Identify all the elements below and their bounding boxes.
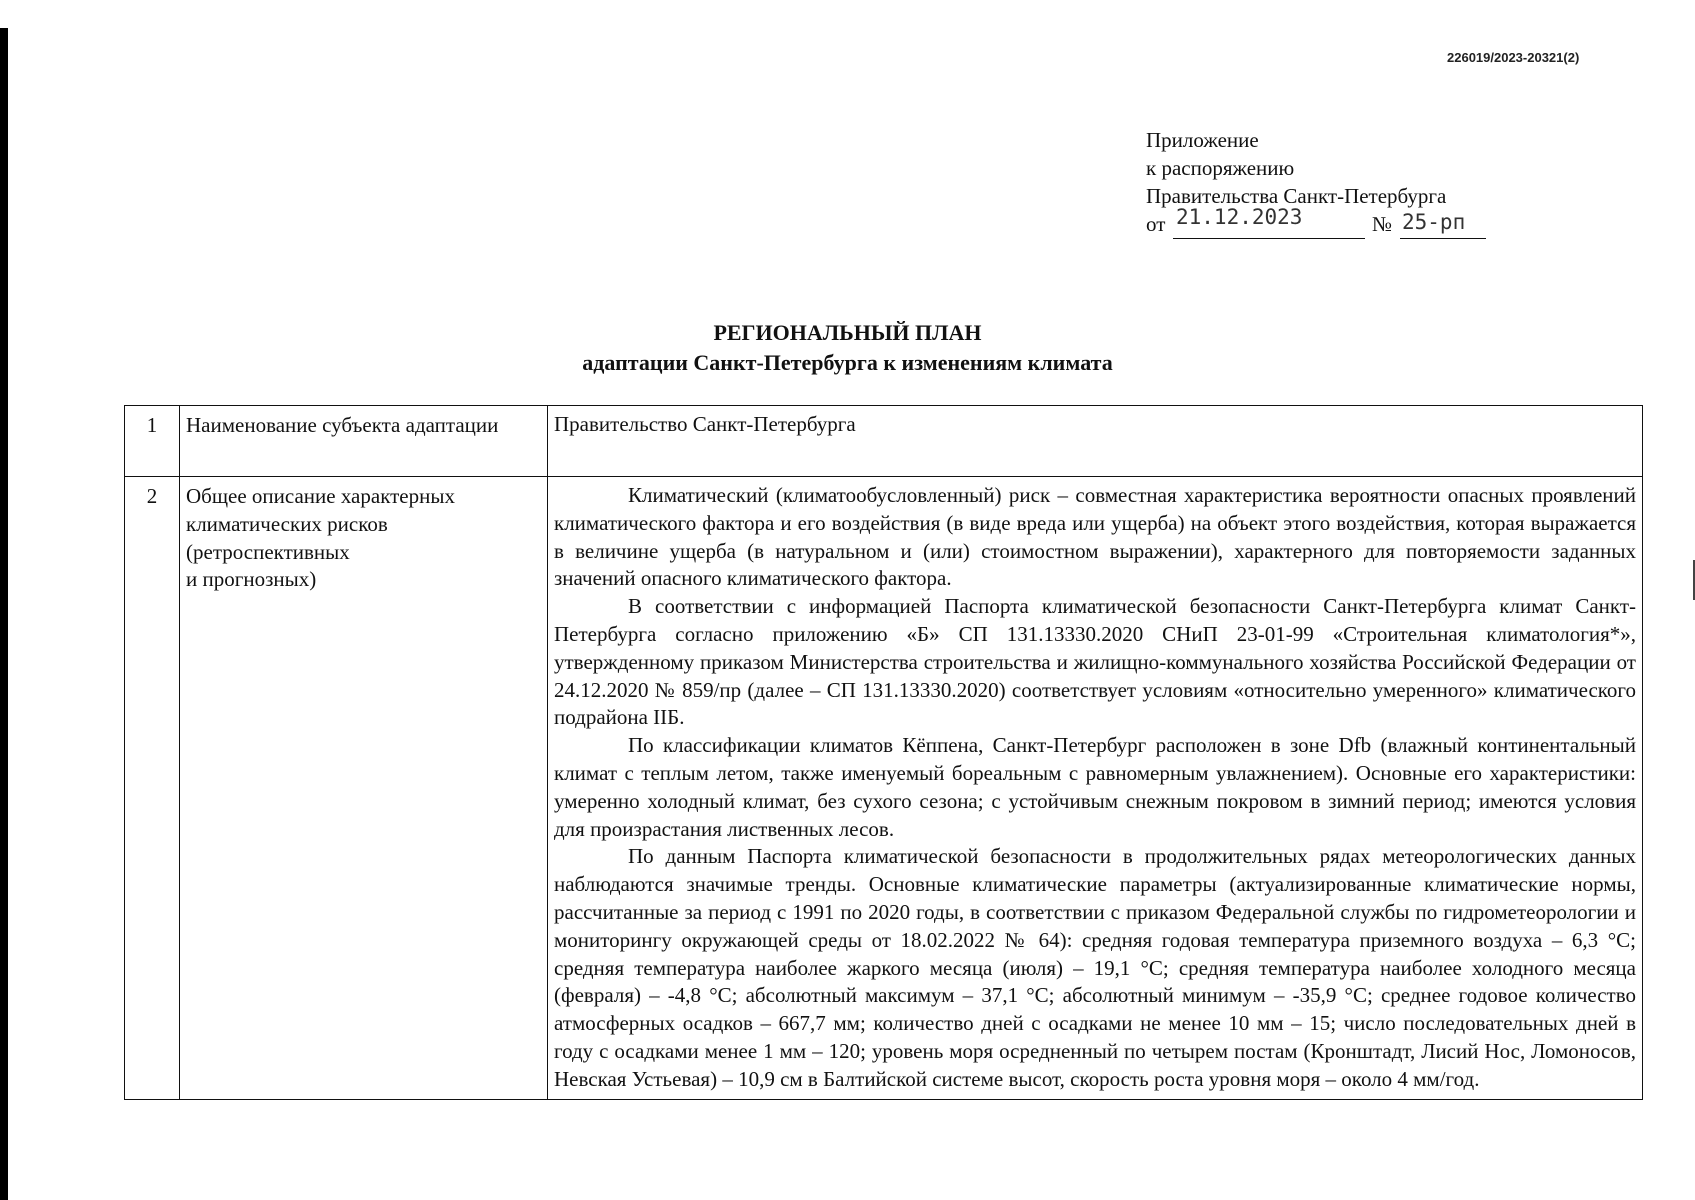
appendix-line-1: Приложение	[1146, 128, 1259, 152]
appendix-block	[1146, 126, 1506, 238]
number-label: №	[1372, 212, 1393, 236]
row-name-line: (ретроспективных	[186, 539, 350, 564]
order-number: 25-рп	[1402, 210, 1466, 234]
row-number: 1	[125, 406, 180, 477]
appendix-line-3: Правительства Санкт-Петербурга	[1146, 184, 1447, 208]
paragraph-trends: По данным Паспорта климатической безопасности в продолжительных рядах метеорологических данных наблюдаются значимые тренды. Основные климатические параметры (актуализированные климатические нормы, рассчитанные за период с 1991 по 2020 годы, в соответствии с приказом Федеральной службы по гидрометеорологии и мониторингу окружающей среды от 18.02.2022 № 64): средняя годовая температура приземного воздуха – 6,3 °C; средняя температура наиболее жаркого месяца (июля) – 19,1 °C; средняя температура наиболее холодного месяца (февраля) – -4,8 °C; абсолютный максимум – 37,1 °C; абсолютный минимум – -35,9 °C; среднее годовое количество атмосферных осадков – 667,7 мм; количество дней с осадками не менее 10 мм – 15; число последовательных дней в году с осадками менее 1 мм – 120; уровень моря осредненный по четырем постам (Кронштадт, Лисий Нос, Ломоносов, Невская Устьевая) – 10,9 см в Балтийской системе высот, скорость роста уровня моря – около 4 мм/год.	[554, 844, 1636, 1091]
plan-table	[124, 405, 1643, 1100]
appendix-line-2: к распоряжению	[1146, 156, 1295, 180]
table-row	[125, 406, 1643, 477]
row-name	[180, 477, 548, 1100]
row-number: 2	[125, 477, 180, 1100]
row-name-line: Общее описание характерных	[186, 484, 455, 508]
row-value: Правительство Санкт-Петербурга	[548, 406, 1643, 477]
title-main: РЕГИОНАЛЬНЫЙ ПЛАН	[713, 320, 982, 345]
row-name-line: климатических рисков	[186, 511, 388, 536]
paragraph-risk-definition: Климатический (климатообусловленный) риск – совместная характеристика вероятности опасных проявлений климатического фактора и его воздействия (в виде вреда или ущерба) на объект этого воздействия, которая выражается в величине ущерба (в натуральном и (или) стоимостном выражении), характерного для повторяемости заданных значений опасного климатического фактора.	[554, 483, 1636, 591]
scan-edge-left	[0, 28, 8, 1200]
title-sub: адаптации Санкт-Петербурга к изменениям климата	[582, 350, 1113, 375]
document-number: 226019/2023-20321(2)	[1447, 50, 1580, 65]
order-date: 21.12.2023	[1176, 205, 1303, 229]
date-number-line	[1146, 205, 1506, 238]
row-value	[548, 477, 1643, 1100]
from-label: от	[1146, 212, 1166, 236]
row-name-line: и прогнозных)	[186, 567, 317, 592]
paragraph-climate-passport: В соответствии с информацией Паспорта климатической безопасности Санкт-Петербурга климат Санкт-Петербурга согласно приложению «Б» СП 131.13330.2020 СНиП 23-01-99 «Строительная климатология*», утвержденному приказом Министерства строительства и жилищно-коммунального хозяйства Российской Федерации от 24.12.2020 № 859/пр (далее – СП 131.13330.2020) соответствует условиям «относительно умеренного» климатического подрайона IIБ.	[554, 594, 1636, 730]
document-title	[0, 318, 1695, 378]
row-name: Наименование субъекта адаптации	[180, 406, 548, 477]
table-row	[125, 477, 1643, 1100]
paragraph-koppen: По классификации климатов Кёппена, Санкт-Петербург расположен в зоне Dfb (влажный континентальный климат с теплым летом, также именуемый бореальным с равномерным увлажнением). Основные его характеристики: умеренно холодный климат, без сухого сезона; с устойчивым снежным покровом в зимний период; имеются условия для произрастания лиственных лесов.	[554, 733, 1636, 841]
